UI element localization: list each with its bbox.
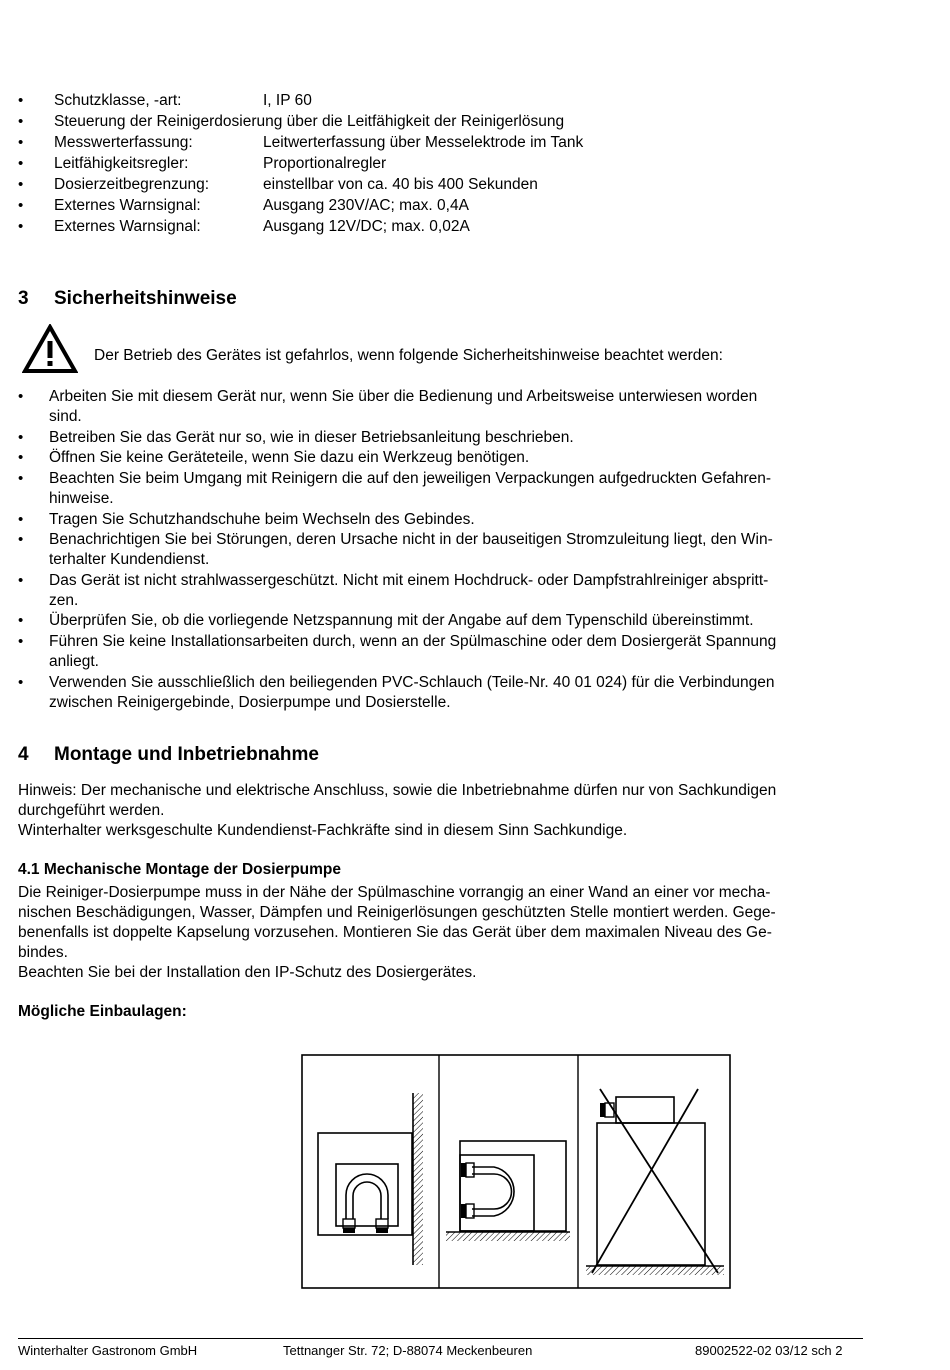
- safety-item-text: Beachten Sie beim Umgang mit Reinigern die auf den jeweiligen Verpackungen aufgedruckten Gefahren- hinweise.: [49, 470, 772, 507]
- subsection-title: 4.1 Mechanische Montage der Dosierpumpe: [18, 861, 342, 878]
- safety-item-text: Öffnen Sie keine Geräteteile, wenn Sie dazu ein Werkzeug benötigen.: [49, 449, 530, 466]
- bullet: •: [18, 388, 24, 405]
- spec-label: Externes Warnsignal:: [54, 197, 201, 214]
- spec-value: I, IP 60: [263, 92, 312, 109]
- section-title: Sicherheitshinweise: [54, 288, 237, 309]
- footer-rule: [18, 1338, 863, 1339]
- floor-mount-icon: [446, 1141, 570, 1241]
- spec-row: [18, 217, 918, 237]
- warning-intro: Der Betrieb des Gerätes ist gefahrlos, wenn folgende Sicherheitshinweise beachtet werden:: [94, 347, 723, 364]
- spec-row: [18, 91, 918, 111]
- bullet: •: [18, 470, 24, 487]
- footer-company: Winterhalter Gastronom GmbH: [18, 1343, 198, 1358]
- spec-value: Leitwerterfassung über Messelektrode im Tank: [263, 134, 584, 151]
- safety-item-text: Das Gerät ist nicht strahlwassergeschützt. Nicht mit einem Hochdruck- oder Dampfstrahlreiniger abspritt- zen.: [49, 572, 769, 609]
- bullet: •: [18, 674, 24, 691]
- warning-triangle-icon: [22, 324, 78, 374]
- spec-row: [18, 112, 918, 132]
- spec-label: Dosierzeitbegrenzung:: [54, 176, 210, 193]
- bullet: •: [18, 134, 24, 151]
- spec-label: Messwerterfassung:: [54, 134, 193, 151]
- safety-item-text: Benachrichtigen Sie bei Störungen, deren Ursache nicht in der bauseitigen Stromzuleitung liegt, den Win- terhalter Kundendienst.: [49, 531, 773, 568]
- safety-item-text: Überprüfen Sie, ob die vorliegende Netzspannung mit der Angabe auf dem Typenschild übereinstimmt.: [49, 612, 754, 629]
- wall-mount-icon: [318, 1093, 423, 1265]
- installation-note: Hinweis: Der mechanische und elektrische Anschluss, sowie die Inbetriebnahme dürfen nur von Sachkundigen durchgeführt werden. Winterhalter werksgeschulte Kundendienst-Fachkräfte sind in diesem Sinn Sachkundige.: [18, 782, 777, 839]
- spec-row: [18, 154, 918, 174]
- bullet: •: [18, 429, 24, 446]
- bullet: •: [18, 572, 24, 589]
- spec-value: einstellbar von ca. 40 bis 400 Sekunden: [263, 176, 538, 193]
- spec-label: Leitfähigkeitsregler:: [54, 155, 189, 172]
- bullet: •: [18, 155, 24, 172]
- spec-row: [18, 196, 918, 216]
- spec-row: [18, 175, 918, 195]
- bullet: •: [18, 511, 24, 528]
- bullet: •: [18, 218, 24, 235]
- footer-address: Tettnanger Str. 72; D-88074 Meckenbeuren: [283, 1343, 533, 1358]
- section-number: 3: [18, 288, 29, 309]
- spec-value: Ausgang 230V/AC; max. 0,4A: [263, 197, 469, 214]
- section-number: 4: [18, 744, 29, 765]
- bullet: •: [18, 449, 24, 466]
- safety-item-text: Betreiben Sie das Gerät nur so, wie in dieser Betriebsanleitung beschrieben.: [49, 429, 574, 446]
- spec-row: [18, 133, 918, 153]
- mounting-positions-diagram: [300, 1053, 734, 1291]
- section-title: Montage und Inbetriebnahme: [54, 744, 319, 765]
- not-allowed-mount-icon: [586, 1089, 724, 1275]
- section-3-heading: [18, 287, 618, 311]
- section-4-heading: [18, 743, 618, 767]
- safety-item-text: Arbeiten Sie mit diesem Gerät nur, wenn Sie über die Bedienung und Arbeitsweise unterwiesen worden sind.: [49, 388, 758, 425]
- mounting-positions-title: Mögliche Einbaulagen:: [18, 1003, 187, 1020]
- safety-item-text: Tragen Sie Schutzhandschuhe beim Wechseln des Gebindes.: [49, 511, 475, 528]
- mounting-text: Die Reiniger-Dosierpumpe muss in der Nähe der Spülmaschine vorrangig an einer Wand an einer vor mecha- nischen Beschädigungen, Wasser, Dämpfen und Reinigerlösungen geschützten Stelle montiert werden. Gege- benenfalls ist doppelte Kapselung vorzusehen. Montieren Sie das Gerät über dem maximalen Niveau des Ge- bindes. Beachten Sie bei der Installation den IP-Schutz des Dosiergerätes.: [18, 884, 776, 981]
- bullet: •: [18, 197, 24, 214]
- safety-item-text: Führen Sie keine Installationsarbeiten durch, wenn an der Spülmaschine oder dem Dosiergerät Spannung anliegt.: [49, 633, 777, 670]
- spec-label: Schutzklasse, -art:: [54, 92, 182, 109]
- spec-value: Ausgang 12V/DC; max. 0,02A: [263, 218, 470, 235]
- bullet: •: [18, 612, 24, 629]
- spec-text: Steuerung der Reinigerdosierung über die Leitfähigkeit der Reinigerlösung: [54, 113, 565, 130]
- safety-item-text: Verwenden Sie ausschließlich den beiliegenden PVC-Schlauch (Teile-Nr. 40 01 024) für die Verbindungen zwischen Reinigergebinde, Dosierpumpe und Dosierstelle.: [49, 674, 775, 711]
- bullet: •: [18, 531, 24, 548]
- footer-docref: 89002522-02 03/12 sch 2: [695, 1343, 843, 1358]
- spec-label: Externes Warnsignal:: [54, 218, 201, 235]
- spec-value: Proportionalregler: [263, 155, 387, 172]
- bullet: •: [18, 176, 24, 193]
- bullet: •: [18, 92, 24, 109]
- bullet: •: [18, 633, 24, 650]
- bullet: •: [18, 113, 24, 130]
